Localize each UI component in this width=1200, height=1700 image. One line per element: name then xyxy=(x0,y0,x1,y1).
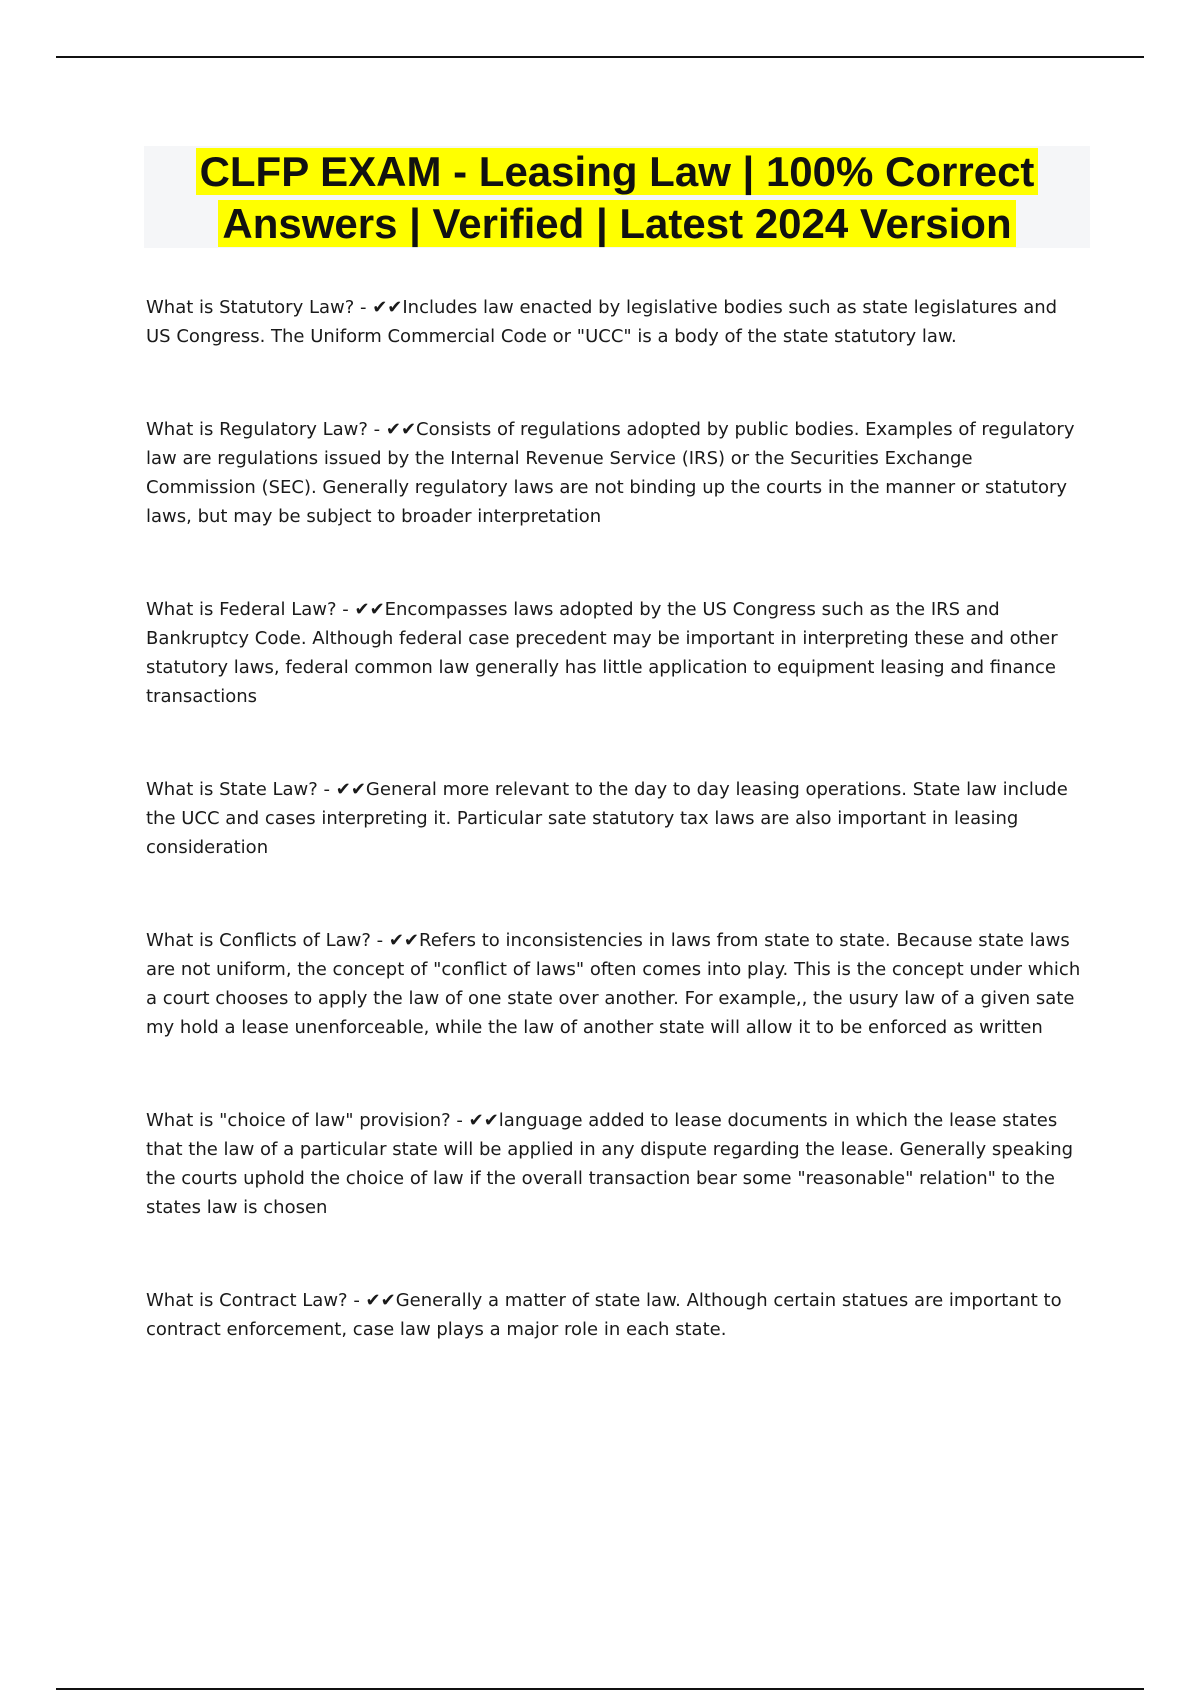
qa-item-conflicts-of-law: What is Conflicts of Law? - ✔✔Refers to inconsistencies in laws from state to state. Because state laws are not uniform, the concept of "conflict of laws" often comes into play. This is the concept under which a court chooses to apply the law of one state over another. For example,, the usury law of a given sate my hold a lease unenforceable, while the law of another state will allow it to be enforced as written xyxy=(146,930,1081,1038)
qa-item-regulatory-law: What is Regulatory Law? - ✔✔Consists of regulations adopted by public bodies. Examples of regulatory law are regulations issued by the Internal Revenue Service (IRS) or the Securities Exchange Commission (SEC). Generally regulatory laws are not binding up the courts in the manner or statutory laws, but may be subject to broader interpretation xyxy=(146,419,1075,527)
document-title xyxy=(144,146,1090,250)
qa-item-statutory-law: What is Statutory Law? - ✔✔Includes law enacted by legislative bodies such as state legislatures and US Congress. The Uniform Commercial Code or "UCC" is a body of the state statutory law. xyxy=(146,297,1058,347)
qa-item-state-law: What is State Law? - ✔✔General more relevant to the day to day leasing operations. State law include the UCC and cases interpreting it. Particular sate statutory tax laws are also important in leasing consideration xyxy=(146,779,1068,858)
qa-item-choice-of-law: What is "choice of law" provision? - ✔✔language added to lease documents in which the lease states that the law of a particular state will be applied in any dispute regarding the lease. Generally speaking the courts uphold the choice of law if the overall transaction bear some "reasonable" relation" to the states law is chosen xyxy=(146,1110,1074,1218)
document-title-text: CLFP EXAM - Leasing Law | 100% Correct Answers | Verified | Latest 2024 Version xyxy=(196,148,1039,247)
qa-item-contract-law: What is Contract Law? - ✔✔Generally a matter of state law. Although certain statues are important to contract enforcement, case law plays a major role in each state. xyxy=(146,1290,1062,1340)
qa-list xyxy=(146,293,1086,1408)
qa-item-federal-law: What is Federal Law? - ✔✔Encompasses laws adopted by the US Congress such as the IRS and Bankruptcy Code. Although federal case precedent may be important in interpreting these and other statutory laws, federal common law generally has little application to equipment leasing and finance transactions xyxy=(146,599,1058,707)
header-rule xyxy=(56,56,1144,58)
footer-rule xyxy=(56,1688,1144,1690)
